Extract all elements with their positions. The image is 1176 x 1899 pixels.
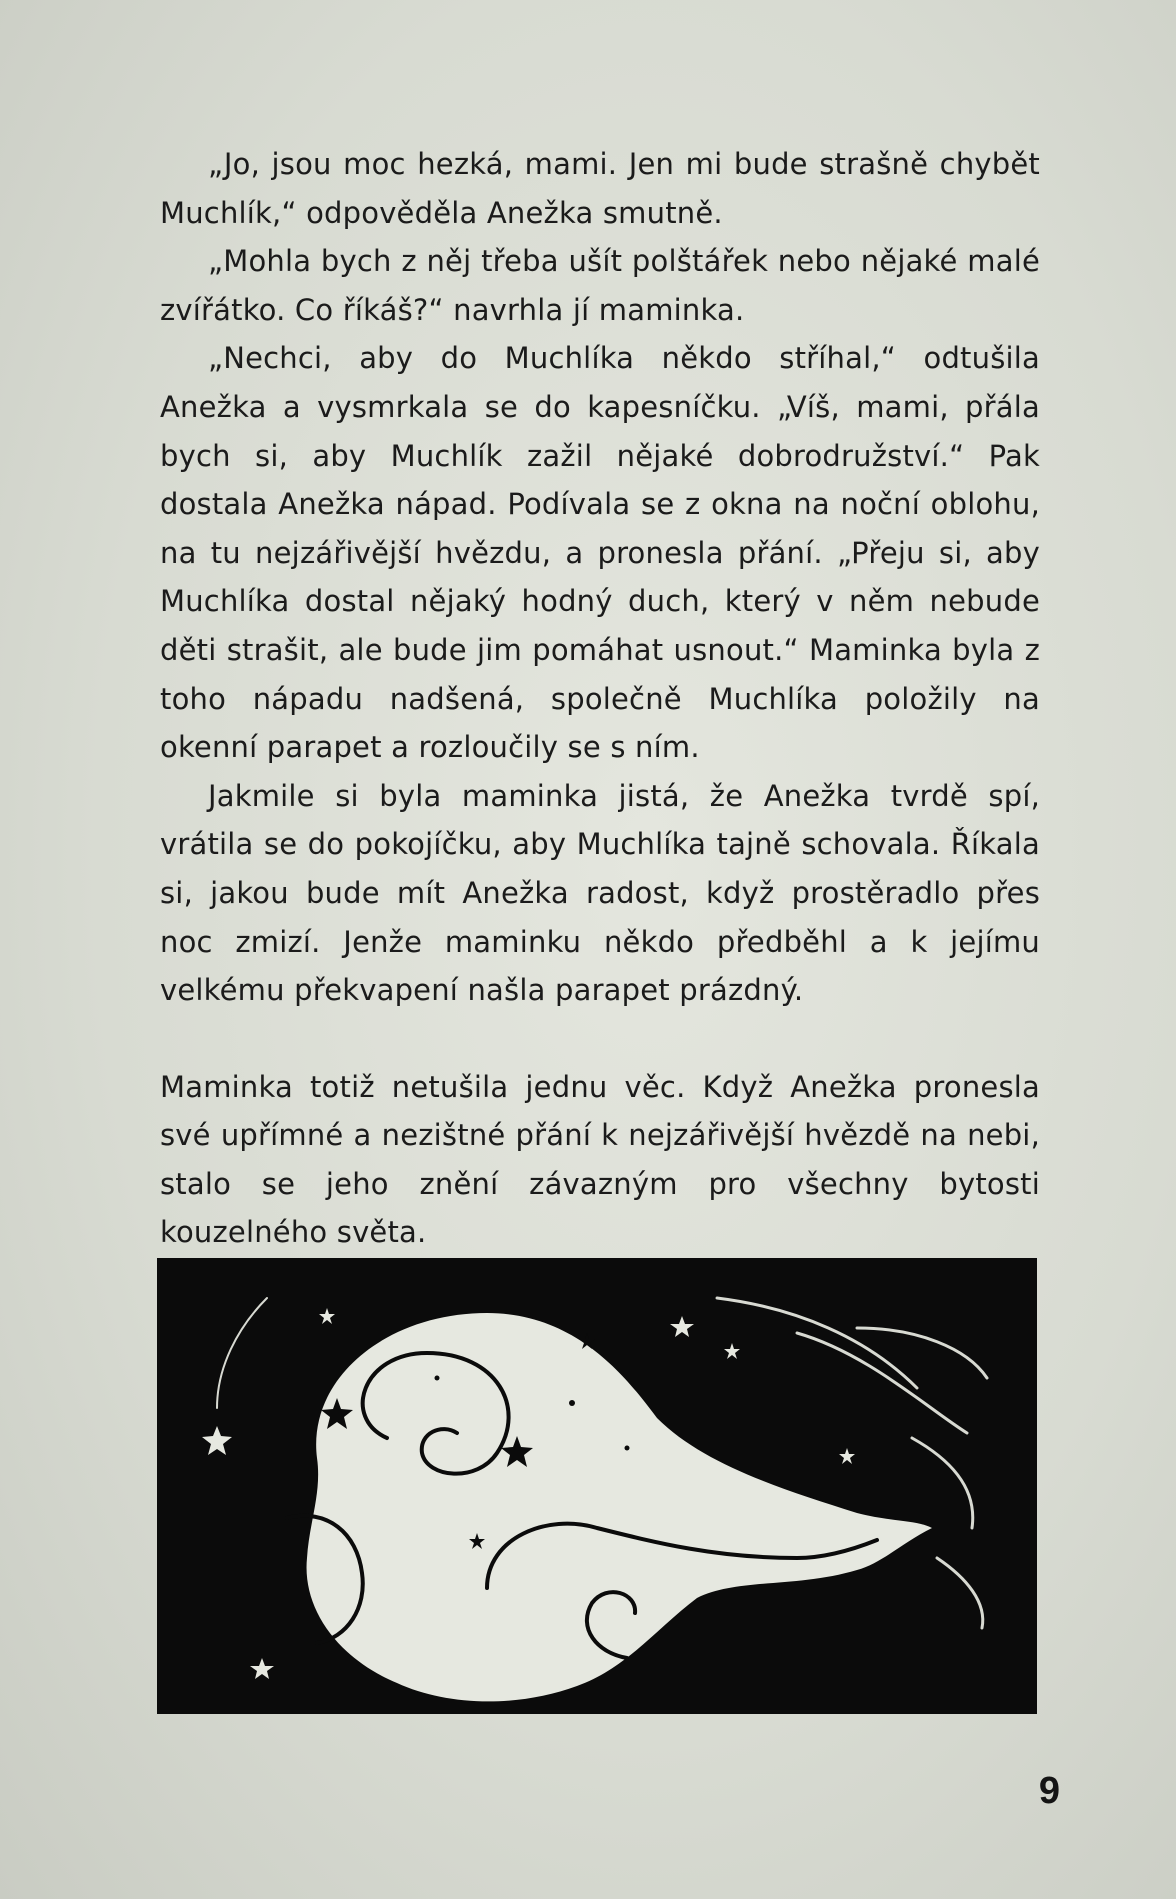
dot: [569, 1400, 575, 1406]
star-icon: [670, 1316, 694, 1337]
paragraph-1: „Jo, jsou moc hezká, mami. Jen mi bude strašně chybět Muchlík,“ odpověděla Anežka smutně.: [160, 147, 1040, 230]
paragraph-2: „Mohla bych z něj třeba ušít polštářek nebo nějaké malé zvířátko. Co říkáš?“ navrhla jí maminka.: [160, 244, 1040, 327]
star-icon: [839, 1448, 855, 1464]
wind-line-5: [937, 1558, 983, 1628]
dot: [435, 1376, 440, 1381]
ghost-body: [307, 1313, 932, 1701]
wind-line-1: [717, 1298, 917, 1388]
paragraph-3: „Nechci, aby do Muchlíka někdo stříhal,“ odtušila Anežka a vysmrkala se do kapesníčku. „Víš, mami, přála bych si, aby Muchlík zažil nějaké dobrodružství.“ Pak dostala Anežka nápad. Podívala se z okna na noční oblohu, na tu nejzářivější hvězdu, a pronesla přání. „Přeju si, aby Muchlíka dostal nějaký hodný duch, který v něm nebude děti strašit, ale bude jim pomáhat usnout.“ Maminka byla z toho nápadu nadšená, společně Muchlíka položily na okenní parapet a rozloučily se s ním.: [160, 341, 1040, 765]
dot: [625, 1446, 630, 1451]
wind-line-6: [217, 1298, 267, 1408]
ghost-cloud-svg: [157, 1258, 1037, 1714]
body-text: [160, 140, 1040, 1257]
wind-line-4: [912, 1438, 973, 1528]
paragraph-4: Jakmile si byla maminka jistá, že Anežka tvrdě spí, vrátila se do pokojíčku, aby Muchlíka tajně schovala. Říkala si, jakou bude mít Anežka radost, když prostěradlo přes noc zmizí. Jenže maminku někdo předběhl a k jejímu velkému překvapení našla parapet prázdný.: [160, 778, 1040, 1008]
star-icon: [319, 1308, 335, 1324]
wind-line-2: [797, 1333, 967, 1433]
ghost-illustration: [157, 1258, 1037, 1714]
star-icon: [724, 1343, 740, 1359]
star-icon: [202, 1426, 232, 1455]
paragraph-5: Maminka totiž netušila jednu věc. Když Anežka pronesla své upřímné a nezištné přání k nejzářivější hvězdě na nebi, stalo se jeho znění závazným pro všechny bytosti kouzelného světa.: [160, 1069, 1040, 1250]
star-icon: [250, 1658, 274, 1679]
page-number: 9: [1038, 1770, 1060, 1812]
